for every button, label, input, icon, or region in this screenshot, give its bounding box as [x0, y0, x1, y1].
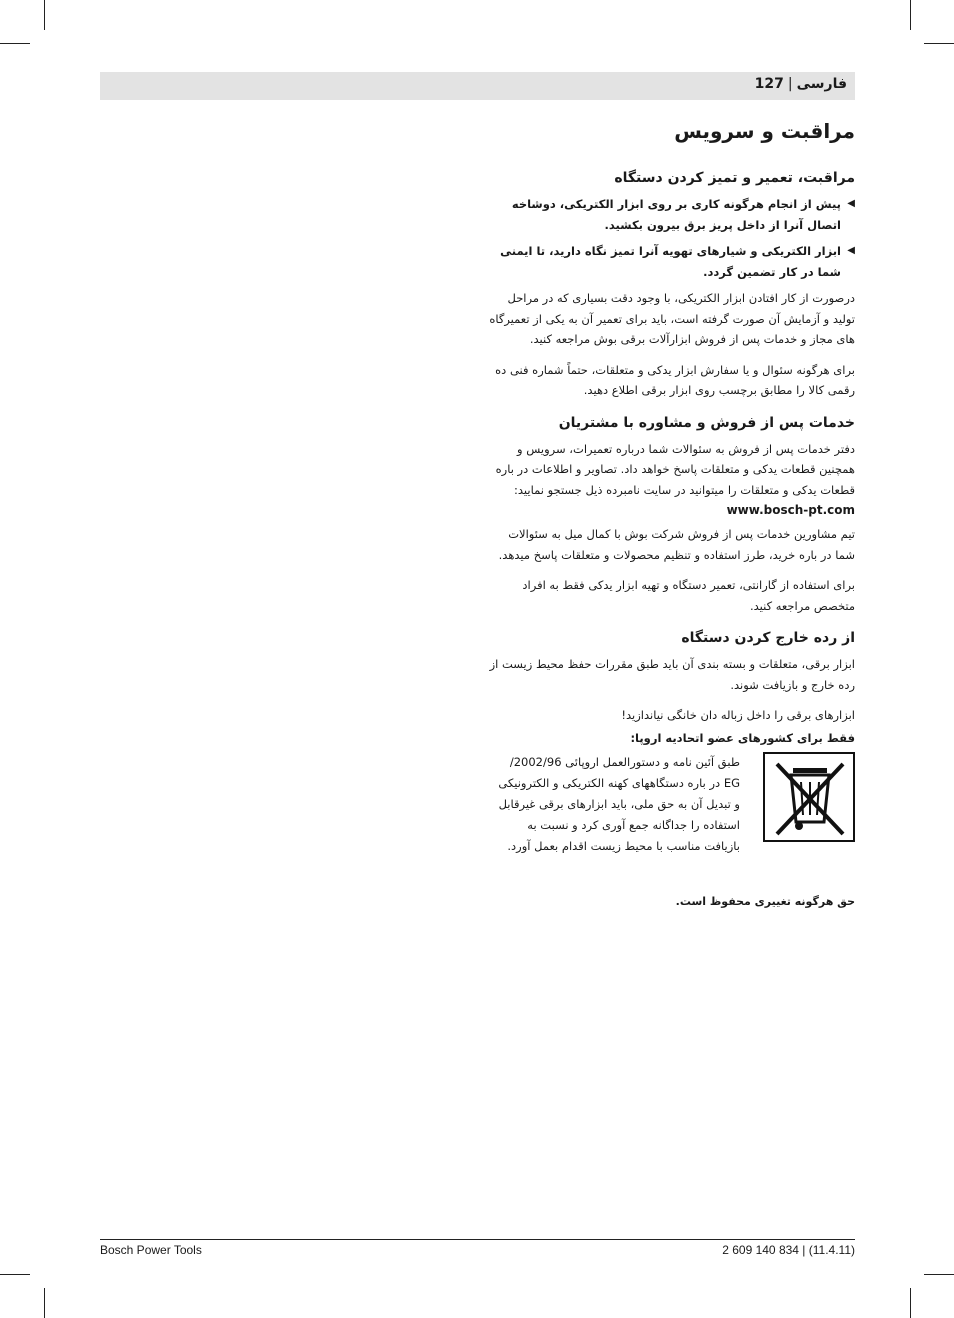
crop-mark — [924, 1274, 954, 1275]
header-separator: | — [787, 76, 793, 92]
triangle-bullet-icon: ◀ — [847, 198, 855, 209]
crop-mark — [910, 0, 911, 30]
footer-brand: Bosch Power Tools — [100, 1243, 202, 1257]
footer-doc-code: 2 609 140 834 | (11.4.11) — [722, 1243, 855, 1257]
crop-mark — [0, 1274, 30, 1275]
footer-divider — [100, 1239, 855, 1240]
page-language: فارسی — [796, 76, 847, 92]
page-header — [755, 76, 847, 92]
crop-mark — [0, 43, 30, 44]
service-heading: خدمات پس از فروش و مشاوره با مشتریان — [558, 414, 855, 431]
crop-mark — [910, 1288, 911, 1318]
disposal-paragraph: ابزار برقی، متعلقات و بسته بندی آن باید طبق مقررات حفظ محیط زیست از رده خارج و بازیافت شوند. — [489, 657, 855, 692]
rights-reserved-note: حق هرگونه تغییری محفوظ است. — [675, 895, 855, 908]
weee-directive-text: طبق آئین نامه و دستورالعمل اروپائی 2002/96/ EG در باره دستگاههای کهنه الکتریکی و الکترونیکی و تبدیل آن به حق ملی، باید ابزارهای برقی غیرقابل استفاده را جداگانه جمع آوری کرد و نسبت به بازیافت مناسب با محیط زیست اقدام بعمل آورد. — [498, 755, 740, 853]
crossed-out-wheelie-bin-icon — [763, 752, 855, 842]
care-paragraph: درصورت از کار افتادن ابزار الکتریکی، با وجود دقت بسیاری که در مراحل تولید و آزمایش آن صورت گرفته است، باید برای تعمیر آن به یکی از تعمیرگاه های مجاز و خدمات پس از فروش ابزارآلات برقی بوش مراجعه کنید. — [489, 291, 855, 346]
service-paragraph: تیم مشاورین خدمات پس از فروش شرکت بوش با کمال میل به سئوالات شما در باره خرید، طرز استفاده و تنظیم محصولات و متعلقات پاسخ میدهد. — [498, 527, 855, 562]
disposal-warning: ابزارهای برقی را داخل زباله دان خانگی نیاندازید! — [621, 708, 855, 722]
weee-block — [488, 752, 855, 882]
crop-mark — [44, 0, 45, 30]
list-item — [488, 241, 855, 282]
disposal-section — [488, 628, 855, 913]
service-section — [488, 413, 855, 617]
care-heading: مراقبت، تعمیر و تمیز کردن دستگاه — [614, 170, 855, 186]
bullet-text: ابزار الکتریکی و شیارهای تهویه آنرا تمیز نگاه دارید، تا ایمنی شما در کار تضمین گردد. — [500, 244, 841, 279]
eu-only-label: فقط برای کشورهای عضو اتحادیه اروپا: — [630, 730, 855, 745]
main-content — [488, 118, 855, 925]
crop-mark — [44, 1288, 45, 1318]
service-paragraph: برای استفاده از گارانتی، تعمیر دستگاه و تهیه ابزار یدکی فقط به افراد متخصص مراجعه کنید. — [522, 578, 855, 613]
crop-mark — [924, 43, 954, 44]
bosch-website-link[interactable]: www.bosch-pt.com — [726, 503, 855, 517]
service-paragraph: دفتر خدمات پس از فروش به سئوالات شما درباره تعمیرات، سرویس و همچنین قطعات یدکی و متعلقات پاسخ خواهد داد. تصاویر و اطلاعات در باره قطعات یدکی و متعلقات را میتوانید در سایت نامبرده ذیل جستجو نمایید: — [495, 441, 855, 497]
triangle-bullet-icon: ◀ — [847, 245, 855, 256]
care-paragraph: برای هرگونه سئوال و یا سفارش ابزار یدکی و متعلقات، حتماً شماره فنی ده رقمی کالا را مطابق برچسب روی ابزار برقی اطلاع دهید. — [495, 362, 855, 397]
page-number: 127 — [754, 76, 784, 92]
list-item — [488, 194, 855, 235]
care-section — [488, 168, 855, 401]
bullet-text: پیش از انجام هرگونه کاری بر روی ابزار الکتریکی، دوشاخه اتصال آنرا از داخل پریز برق بیرون بکشید. — [511, 197, 841, 232]
page-title: مراقبت و سرویس — [674, 119, 855, 143]
page-header-bar — [100, 72, 855, 100]
disposal-heading: از رده خارج کردن دستگاه — [681, 630, 855, 646]
